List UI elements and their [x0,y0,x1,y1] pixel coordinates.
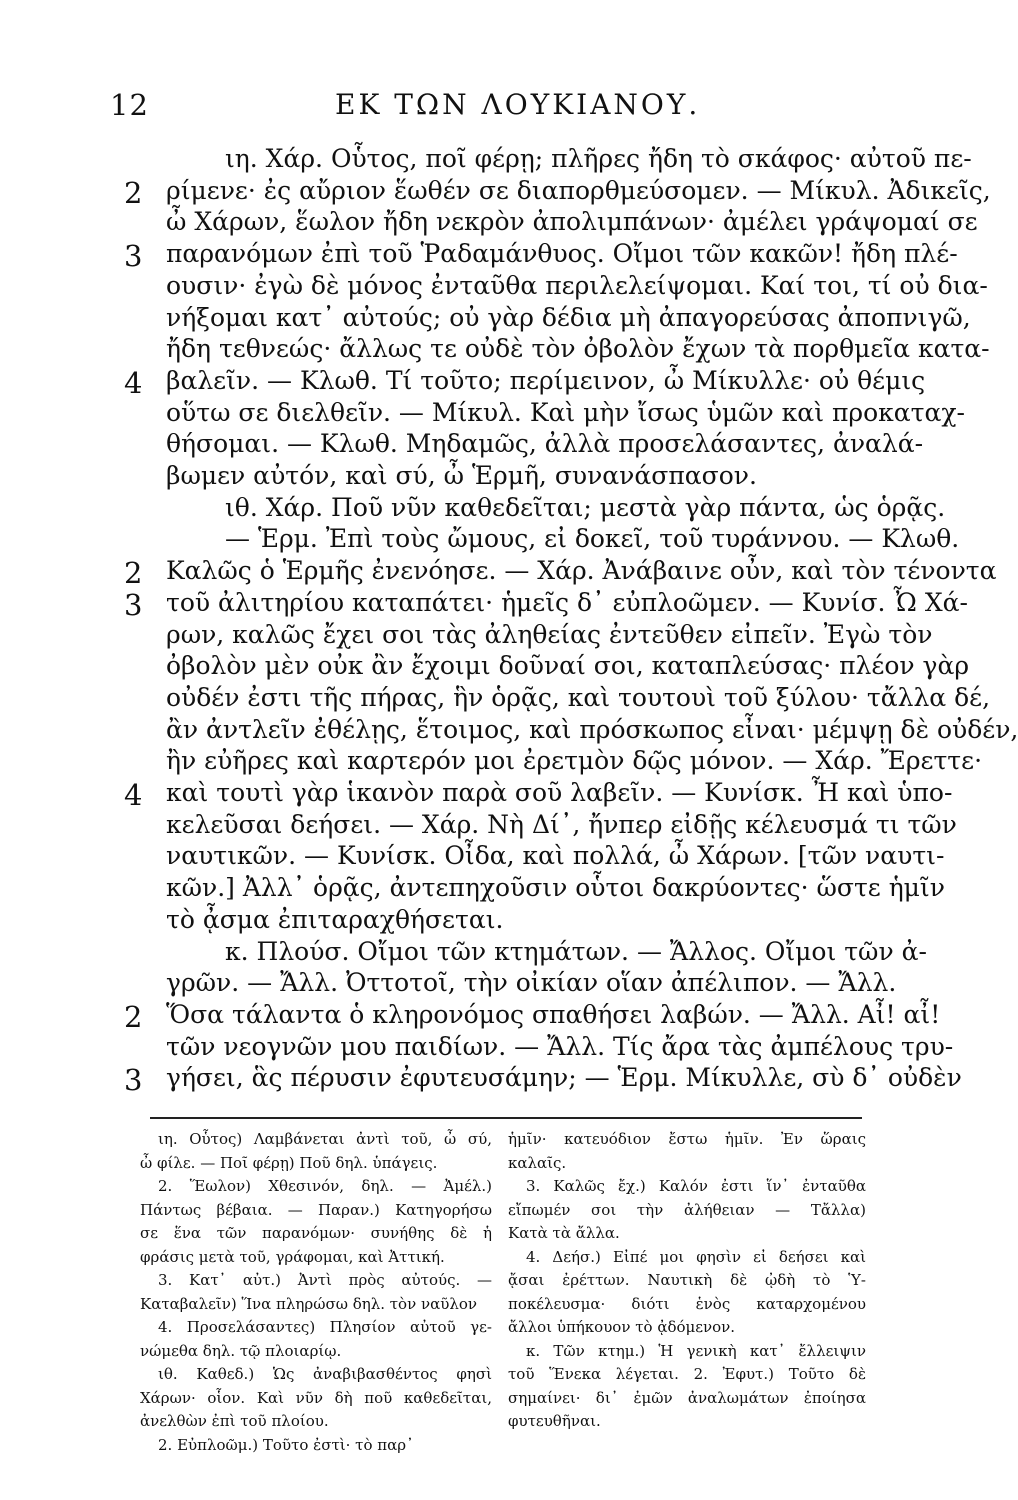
line-text: ὦ Χάρων, ἕωλον ἤδη νεκρὸν ἀπολιμπάνων· ἀμέλει γράψομαί σε [166,207,978,237]
footnote-line: ὦ φίλε. — Ποῖ φέρῃ) Ποῦ δηλ. ὑπάγεις. [140,1153,438,1172]
line-text: γρῶν. — Ἄλλ. Ὀττοτοῖ, τὴν οἰκίαν οἵαν ἀπέλιπον. — Ἄλλ. [166,968,897,998]
footnote-line: ποκέλευσμα· διότι ἑνὸς καταρχομένου [508,1294,866,1313]
line-text: Καλῶς ὁ Ἑρμῆς ἐνενόησε. — Χάρ. Ἀνάβαινε οὖν, καὶ τὸν τένοντα [166,556,997,586]
text-line [0,809,957,843]
footnote-line: νώμεθα δηλ. τῷ πλοιαρίῳ. [140,1341,342,1360]
line-text: οὐδέν ἐστι τῆς πήρας, ἣν ὁρᾷς, καὶ τουτουὶ τοῦ ξύλου· τἄλλα δέ, [166,682,991,712]
text-line [0,175,991,210]
footnote-line: ιη. Οὗτος) Λαμβάνεται ἀντὶ τοῦ, ὦ σύ, [158,1130,492,1148]
footnote-divider [150,1117,862,1119]
line-text: κελεῦσαι δεήσει. — Χάρ. Νὴ Δί᾽, ἤνπερ εἰδῇς κέλευσμά τι τῶν [166,809,957,839]
line-text: ἂν ἀντλεῖν ἐθέλῃς, ἕτοιμος, καὶ πρόσκωπος εἶναι· μέμψῃ δὲ οὐδέν, [166,714,1018,744]
text-line [0,238,958,274]
footnote-line: Πάντως βέβαια. — Παραν.) Κατηγορήσω [140,1200,492,1219]
text-line [0,365,926,400]
footnote-line: κ. Τῶν κτημ.) Ἡ γενικὴ κατ᾽ ἔλλειψιν [526,1341,866,1360]
text-line [0,206,978,240]
line-text: παρανόμων ἐπὶ τοῦ Ῥαδαμάνθυος. Οἴμοι τῶν κακῶν! ἤδη πλέ- [166,239,958,269]
text-line [0,1062,962,1098]
line-text: τοῦ ἀλιτηρίου καταπάτει· ἡμεῖς δ᾽ εὐπλοῶμεν. — Κυνίσ. Ὦ Χά- [166,587,968,617]
footnote-line: 4. Δεήσ.) Εἰπέ μοι φησὶν εἰ δεήσει καὶ [526,1247,866,1266]
footnote-line: φράσις μετὰ τοῦ, γράφομαι, καὶ Ἀττική. [140,1247,445,1266]
running-title: ΕΚ ΤΩΝ ΛΟΥΚΙΑΝΟΥ. [335,88,701,121]
footnote-line: φυτευθῆναι. [508,1412,601,1430]
text-line [0,872,945,906]
text-line [0,650,970,684]
line-text: — Ἑρμ. Ἐπὶ τοὺς ὤμους, εἰ δοκεῖ, τοῦ τυράννου. — Κλωθ. [225,524,960,554]
footnote-line: σημαίνει· δι᾽ ἐμῶν ἀναλωμάτων ἐποίησα [508,1388,866,1407]
text-line [0,745,983,779]
footnote-line: ἡμῖν· κατευόδιον ἔστω ἡμῖν. Ἐν ὥραις [508,1130,866,1148]
line-text: νήξομαι κατ᾽ αὐτούς; οὐ γὰρ δέδια μὴ ἀπαγορεύσας ἀποπνιγῶ, [166,302,971,332]
line-text: ὀβολὸν μὲν οὐκ ἂν ἔχοιμι δοῦναί σοι, καταπλεύσας· πλέον γὰρ [166,651,970,681]
margin-line-number: 2 [124,999,143,1034]
text-line [0,523,960,557]
text-line [0,555,997,591]
text-line [0,714,1018,748]
footnotes-left-column [140,1128,492,1457]
text-line [0,587,968,622]
text-line [0,143,972,177]
footnotes-right-column [508,1128,866,1434]
line-text: θήσομαι. — Κλωθ. Μηδαμῶς, ἀλλὰ προσελάσαντες, ἀναλά- [166,429,924,459]
line-text: ἤδη τεθνεώς· ἄλλως τε οὐδὲ τὸν ὀβολὸν ἔχων τὰ πορθμεῖα κατα- [166,334,990,364]
text-line [0,619,933,653]
footnote-line: σε ἕνα τῶν παρανόμων· συνήθης δὲ ἡ [140,1224,492,1242]
line-text: ρων, καλῶς ἔχει σοι τὰς ἀληθείας ἐντεῦθεν εἰπεῖν. Ἐγὼ τὸν [166,619,933,649]
margin-line-number: 4 [124,365,143,400]
text-line [0,936,927,970]
text-line [0,270,988,304]
margin-line-number: 2 [124,556,143,591]
line-text: κῶν.] Ἀλλ᾽ ὁρᾷς, ἀντεπηχοῦσιν οὗτοι δακρύοντες· ὥστε ἡμῖν [166,873,945,903]
footnote-line: καλαῖς. [508,1153,567,1172]
margin-line-number: 3 [124,587,143,622]
text-line [0,492,946,526]
text-line [0,333,990,367]
footnote-line: Κατὰ τὰ ἄλλα. [508,1224,620,1242]
margin-line-number: 3 [124,239,143,274]
line-text: ἢν εὐῆρες καὶ καρτερόν μοι ἐρετμὸν δῷς μόνον. — Χάρ. Ἔρεττε· [166,746,983,776]
margin-line-number: 3 [124,1063,143,1098]
text-line [0,1031,954,1065]
page-header [110,88,870,128]
footnote-line: Καταβαλεῖν) Ἵνα πληρώσω δηλ. τὸν ναῦλον [140,1294,478,1313]
text-line [0,302,971,336]
footnote-line: 2. Ἕωλον) Χθεσινόν, δηλ. — Ἀμέλ.) [158,1177,492,1195]
text-line [0,428,924,462]
footnote-line: 2. Εὐπλοῶμ.) Τοῦτο ἐστὶ· τὸ παρ᾽ [158,1435,414,1454]
page-number: 12 [110,88,149,122]
line-text: ιθ. Χάρ. Ποῦ νῦν καθεδεῖται; μεστὰ γὰρ πάντα, ὡς ὁρᾷς. [225,492,946,522]
footnote-line: 3. Καλῶς ἔχ.) Καλόν ἐστι ἵν᾽ ἐνταῦθα [526,1177,866,1195]
line-text: ουσιν· ἐγὼ δὲ μόνος ἐνταῦθα περιλελείψομαι. Καί τοι, τί οὐ δια- [166,270,988,300]
footnote-line: Χάρων· οἷον. Καὶ νῦν δὴ ποῦ καθεδεῖται, [140,1388,492,1407]
footnote-line: ἄλλοι ὑπήκουον τὸ ᾀδόμενον. [508,1318,736,1336]
text-line [0,904,902,938]
text-line [0,967,902,1001]
text-line [0,777,953,812]
text-line [0,682,991,716]
margin-line-number: 2 [124,175,143,210]
line-text: βαλεῖν. — Κλωθ. Τί τοῦτο; περίμεινον, ὦ Μίκυλλε· οὐ θέμις [166,365,926,395]
text-line [0,840,945,874]
line-text: κ. Πλούσ. Οἴμοι τῶν κτημάτων. — Ἄλλος. Οἴμοι τῶν ἀ- [225,936,927,966]
line-text: ρίμενε· ἐς αὔριον ἕωθέν σε διαπορθμεύσομεν. — Μίκυλ. Ἀδικεῖς, [166,175,991,205]
line-text: ναυτικῶν. — Κυνίσκ. Οἶδα, καὶ πολλά, ὦ Χάρων. [τῶν ναυτι- [166,841,945,871]
text-line [0,999,941,1034]
line-text: ιη. Χάρ. Οὗτος, ποῖ φέρῃ; πλῆρες ἤδη τὸ σκάφος· αὐτοῦ πε- [225,144,972,173]
line-text: οὕτω σε διελθεῖν. — Μίκυλ. Καὶ μὴν ἴσως ὑμῶν καὶ προκαταχ- [166,397,965,427]
footnote-line: ιθ. Καθεδ.) Ὡς ἀναβιβασθέντος φησὶ [158,1365,492,1383]
footnote-line: ἀνελθὼν ἐπὶ τοῦ πλοίου. [140,1412,329,1430]
line-text: Ὅσα τάλαντα ὁ κληρονόμος σπαθήσει λαβών. — Ἄλλ. Αἶ! αἶ! [166,999,941,1029]
line-text: τῶν νεογνῶν μου παιδίων. — Ἄλλ. Τίς ἄρα τὰς ἀμπέλους τρυ- [166,1031,954,1061]
footnote-line: 3. Κατ᾽ αὐτ.) Ἀντὶ πρὸς αὐτούς. — [158,1271,492,1289]
margin-line-number: 4 [124,778,143,812]
footnote-line: τοῦ Ἕνεκα λέγεται. 2. Ἐφυτ.) Τοῦτο δὲ [508,1365,866,1383]
line-text: τὸ ᾆσμα ἐπιταραχθήσεται. [166,904,504,934]
line-text: καὶ τουτὶ γὰρ ἱκανὸν παρὰ σοῦ λαβεῖν. — Κυνίσκ. Ἦ καὶ ὑπο- [166,778,953,807]
line-text: γήσει, ἃς πέρυσιν ἐφυτευσάμην; — Ἑρμ. Μίκυλλε, σὺ δ᾽ οὐδὲν [166,1063,962,1093]
footnote-line: εἴπωμέν σοι τὴν ἀλήθειαν — Τἄλλα) [508,1200,866,1219]
footnote-line: ᾄσαι ἐρέττων. Ναυτικὴ δὲ ᾠδὴ τὸ Ὑ- [508,1271,866,1289]
text-line [0,460,902,494]
line-text: βωμεν αὐτόν, καὶ σύ, ὦ Ἑρμῆ, συνανάσπασον. [166,461,757,490]
footnote-line: 4. Προσελάσαντες) Πλησίον αὐτοῦ γε- [158,1318,492,1336]
text-line [0,397,965,431]
